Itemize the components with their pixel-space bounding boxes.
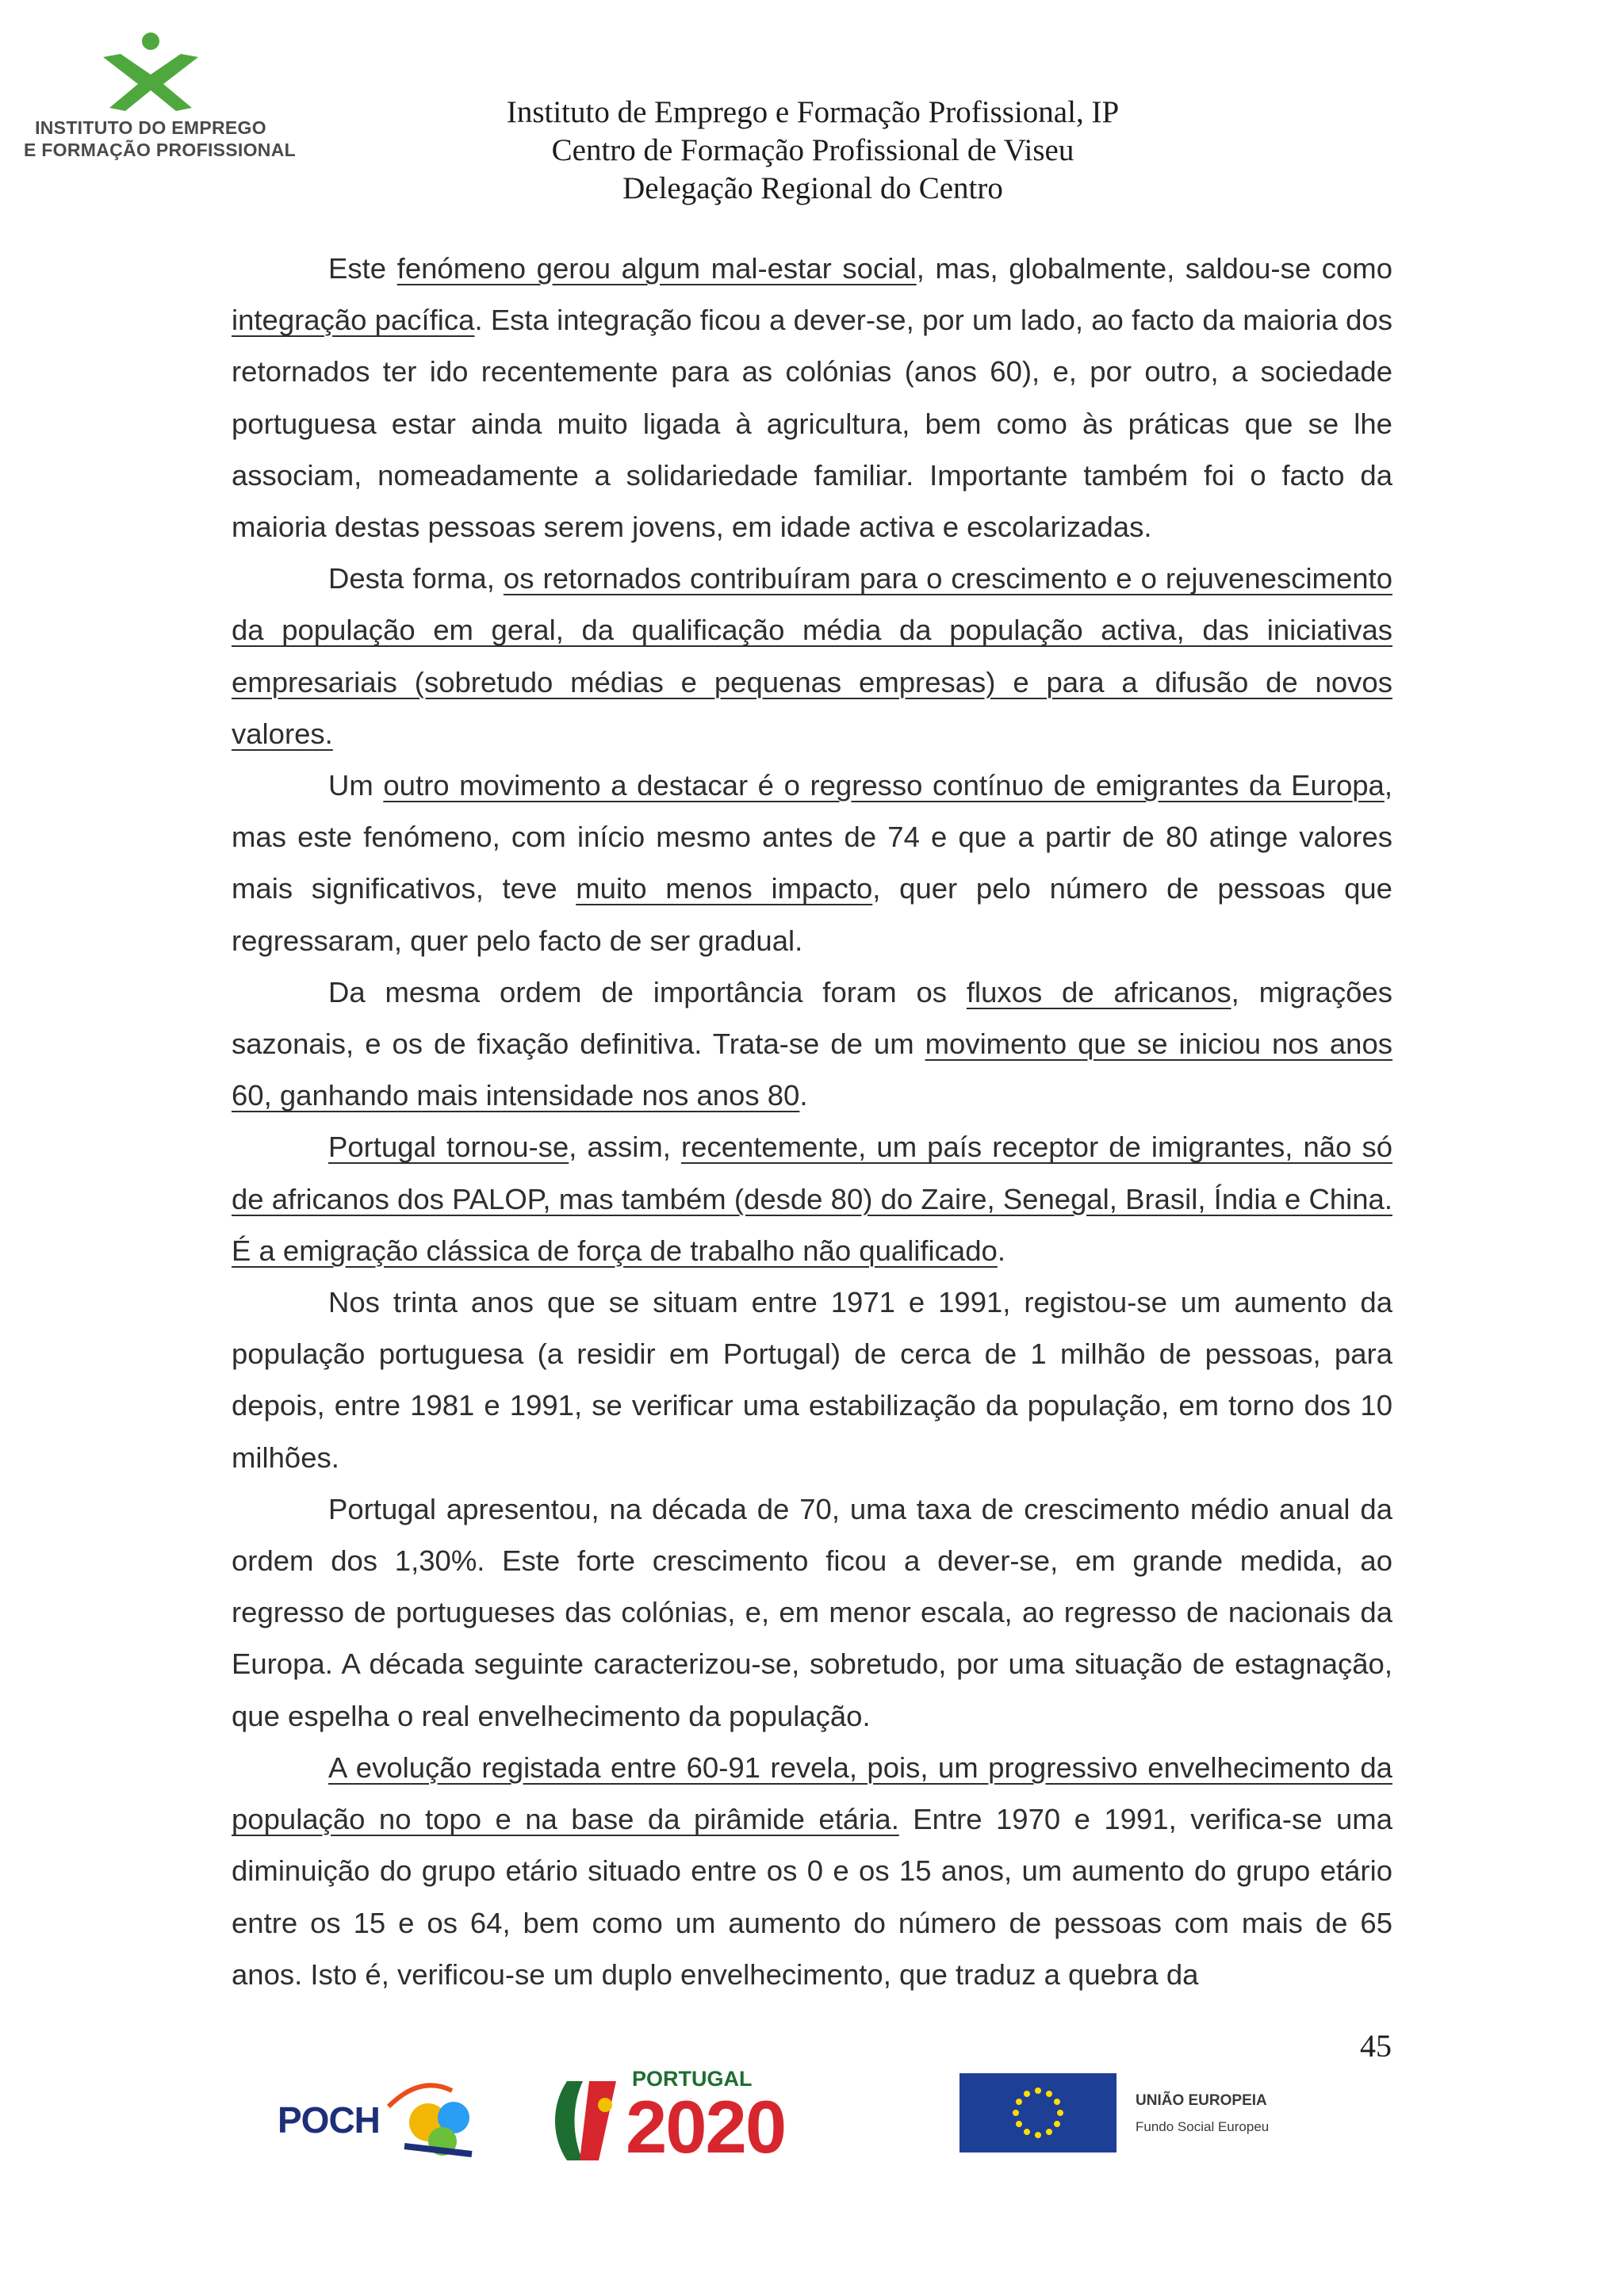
- portugal-2020-symbol-icon: [543, 2073, 622, 2168]
- year-2020: 2020: [626, 2085, 786, 2168]
- header-line-delegation: Delegação Regional do Centro: [622, 171, 1003, 205]
- paragraph: Este fenómeno gerou algum mal-estar social, mas, globalmente, saldou-se como integração pacífica. Esta integração ficou a dever-se, por um lado, ao facto da maioria dos retornados ter ido recentemente para as colónias (anos 60), e, por outro, a sociedade portuguesa estar ainda muito ligada à agricultura, bem como às práticas que se lhe associam, nomeadamente a solidariedade familiar. Importante também foi o facto da maioria destas pessoas serem jovens, em idade activa e escolarizadas.: [232, 252, 1392, 544]
- paragraph: Da mesma ordem de importância foram os fluxos de africanos, migrações sazonais, e os de fixação definitiva. Trata-se de um movimento que se iniciou nos anos 60, ganhando mais intensidade nos anos 80.: [232, 975, 1392, 1112]
- eu-flag-icon: [959, 2073, 1116, 2152]
- underlined-phrase: fenómeno gerou algum mal-estar social: [396, 252, 917, 285]
- portugal-2020-logo: [543, 2065, 900, 2168]
- page-number: 45: [1360, 2028, 1392, 2064]
- underlined-phrase: outro movimento a destacar é o regresso contínuo de emigrantes da Europa: [383, 769, 1385, 802]
- underlined-phrase: Portugal tornou-se: [328, 1131, 569, 1164]
- eu-logo: [959, 2073, 1308, 2160]
- portugal-label: PORTUGAL: [632, 2067, 753, 2091]
- underlined-phrase: fluxos de africanos: [966, 975, 1231, 1008]
- paragraph: Desta forma, os retornados contribuíram para o crescimento e o rejuvenescimento da população em geral, da qualificação média da população activa, das iniciativas empresariais (sobretudo médias e pequenas empresas) e para a difusão de novos valores.: [232, 562, 1392, 750]
- iefp-logo: [24, 32, 296, 166]
- eu-text-line1: UNIÃO EUROPEIA: [1136, 2092, 1267, 2109]
- header-line-institute: Instituto de Emprego e Formação Profissional, IP: [506, 95, 1120, 129]
- header-line-centre: Centro de Formação Profissional de Viseu: [551, 133, 1074, 167]
- paragraph: Um outro movimento a destacar é o regresso contínuo de emigrantes da Europa, mas este fenómeno, com início mesmo antes de 74 e que a partir de 80 atinge valores mais significativos, teve muito menos impacto, quer pelo número de pessoas que regressaram, quer pelo facto de ser gradual.: [232, 769, 1393, 957]
- logo-text-line1: INSTITUTO DO EMPREGO: [35, 117, 266, 138]
- poch-logo: [270, 2075, 492, 2162]
- funding-logos: [262, 2065, 1316, 2168]
- eu-text-line2: Fundo Social Europeu: [1136, 2119, 1270, 2134]
- paragraph: Portugal apresentou, na década de 70, uma taxa de crescimento médio anual da ordem dos 1,30%. Este forte crescimento ficou a dever-se, em grande medida, ao regresso de portugueses das colónias, e, em menor escala, ao regresso de nacionais da Europa. A década seguinte caracterizou-se, sobretudo, por uma situação de estagnação, que espelha o real envelhecimento da população.: [232, 1492, 1392, 1732]
- underlined-phrase: recentemente, um país receptor de imigrantes, não só de africanos dos PALOP, mas também (desde 80) do Zaire, Senegal, Brasil, Índia e China. É a emigração clássica de força de trabalho não qualificado: [232, 1131, 1392, 1267]
- logo-text-line2: E FORMAÇÃO PROFISSIONAL: [24, 140, 296, 160]
- paragraph: A evolução registada entre 60-91 revela, pois, um progressivo envelhecimento da população no topo e na base da pirâmide etária. Entre 1970 e 1991, verifica-se uma diminuição do grupo etário situado entre os 0 e os 15 anos, um aumento do grupo etário entre os 15 e os 64, bem como um aumento do número de pessoas com mais de 65 anos. Isto é, verificou-se um duplo envelhecimento, que traduz a quebra da: [232, 1751, 1392, 1991]
- paragraph: Portugal tornou-se, assim, recentemente, um país receptor de imigrantes, não só de africanos dos PALOP, mas também (desde 80) do Zaire, Senegal, Brasil, Índia e China. É a emigração clássica de força de trabalho não qualificado.: [232, 1131, 1392, 1267]
- underlined-phrase: muito menos impacto: [576, 872, 873, 905]
- underlined-phrase: integração pacífica: [232, 304, 475, 337]
- document-header: [333, 94, 1293, 208]
- underlined-phrase: os retornados contribuíram para o crescimento e o rejuvenescimento da população em geral, da qualificação média da população activa, das iniciativas empresariais (sobretudo médias e pequenas empresas) e para a difusão de novos valores.: [232, 562, 1392, 750]
- poch-text: POCH: [278, 2099, 380, 2141]
- underlined-phrase: movimento que se iniciou nos anos 60, ganhando mais intensidade nos anos 80: [232, 1027, 1392, 1112]
- underlined-phrase: A evolução registada entre 60-91 revela, pois, um progressivo envelhecimento da população no topo e na base da pirâmide etária.: [232, 1751, 1392, 1836]
- iefp-figure-icon: [97, 32, 205, 111]
- paragraph: Nos trinta anos que se situam entre 1971 e 1991, registou-se um aumento da população portuguesa (a residir em Portugal) de cerca de 1 milhão de pessoas, para depois, entre 1981 e 1991, se verificar uma estabilização da população, em torno dos 10 milhões.: [232, 1286, 1392, 1474]
- body-text: [232, 243, 1392, 2000]
